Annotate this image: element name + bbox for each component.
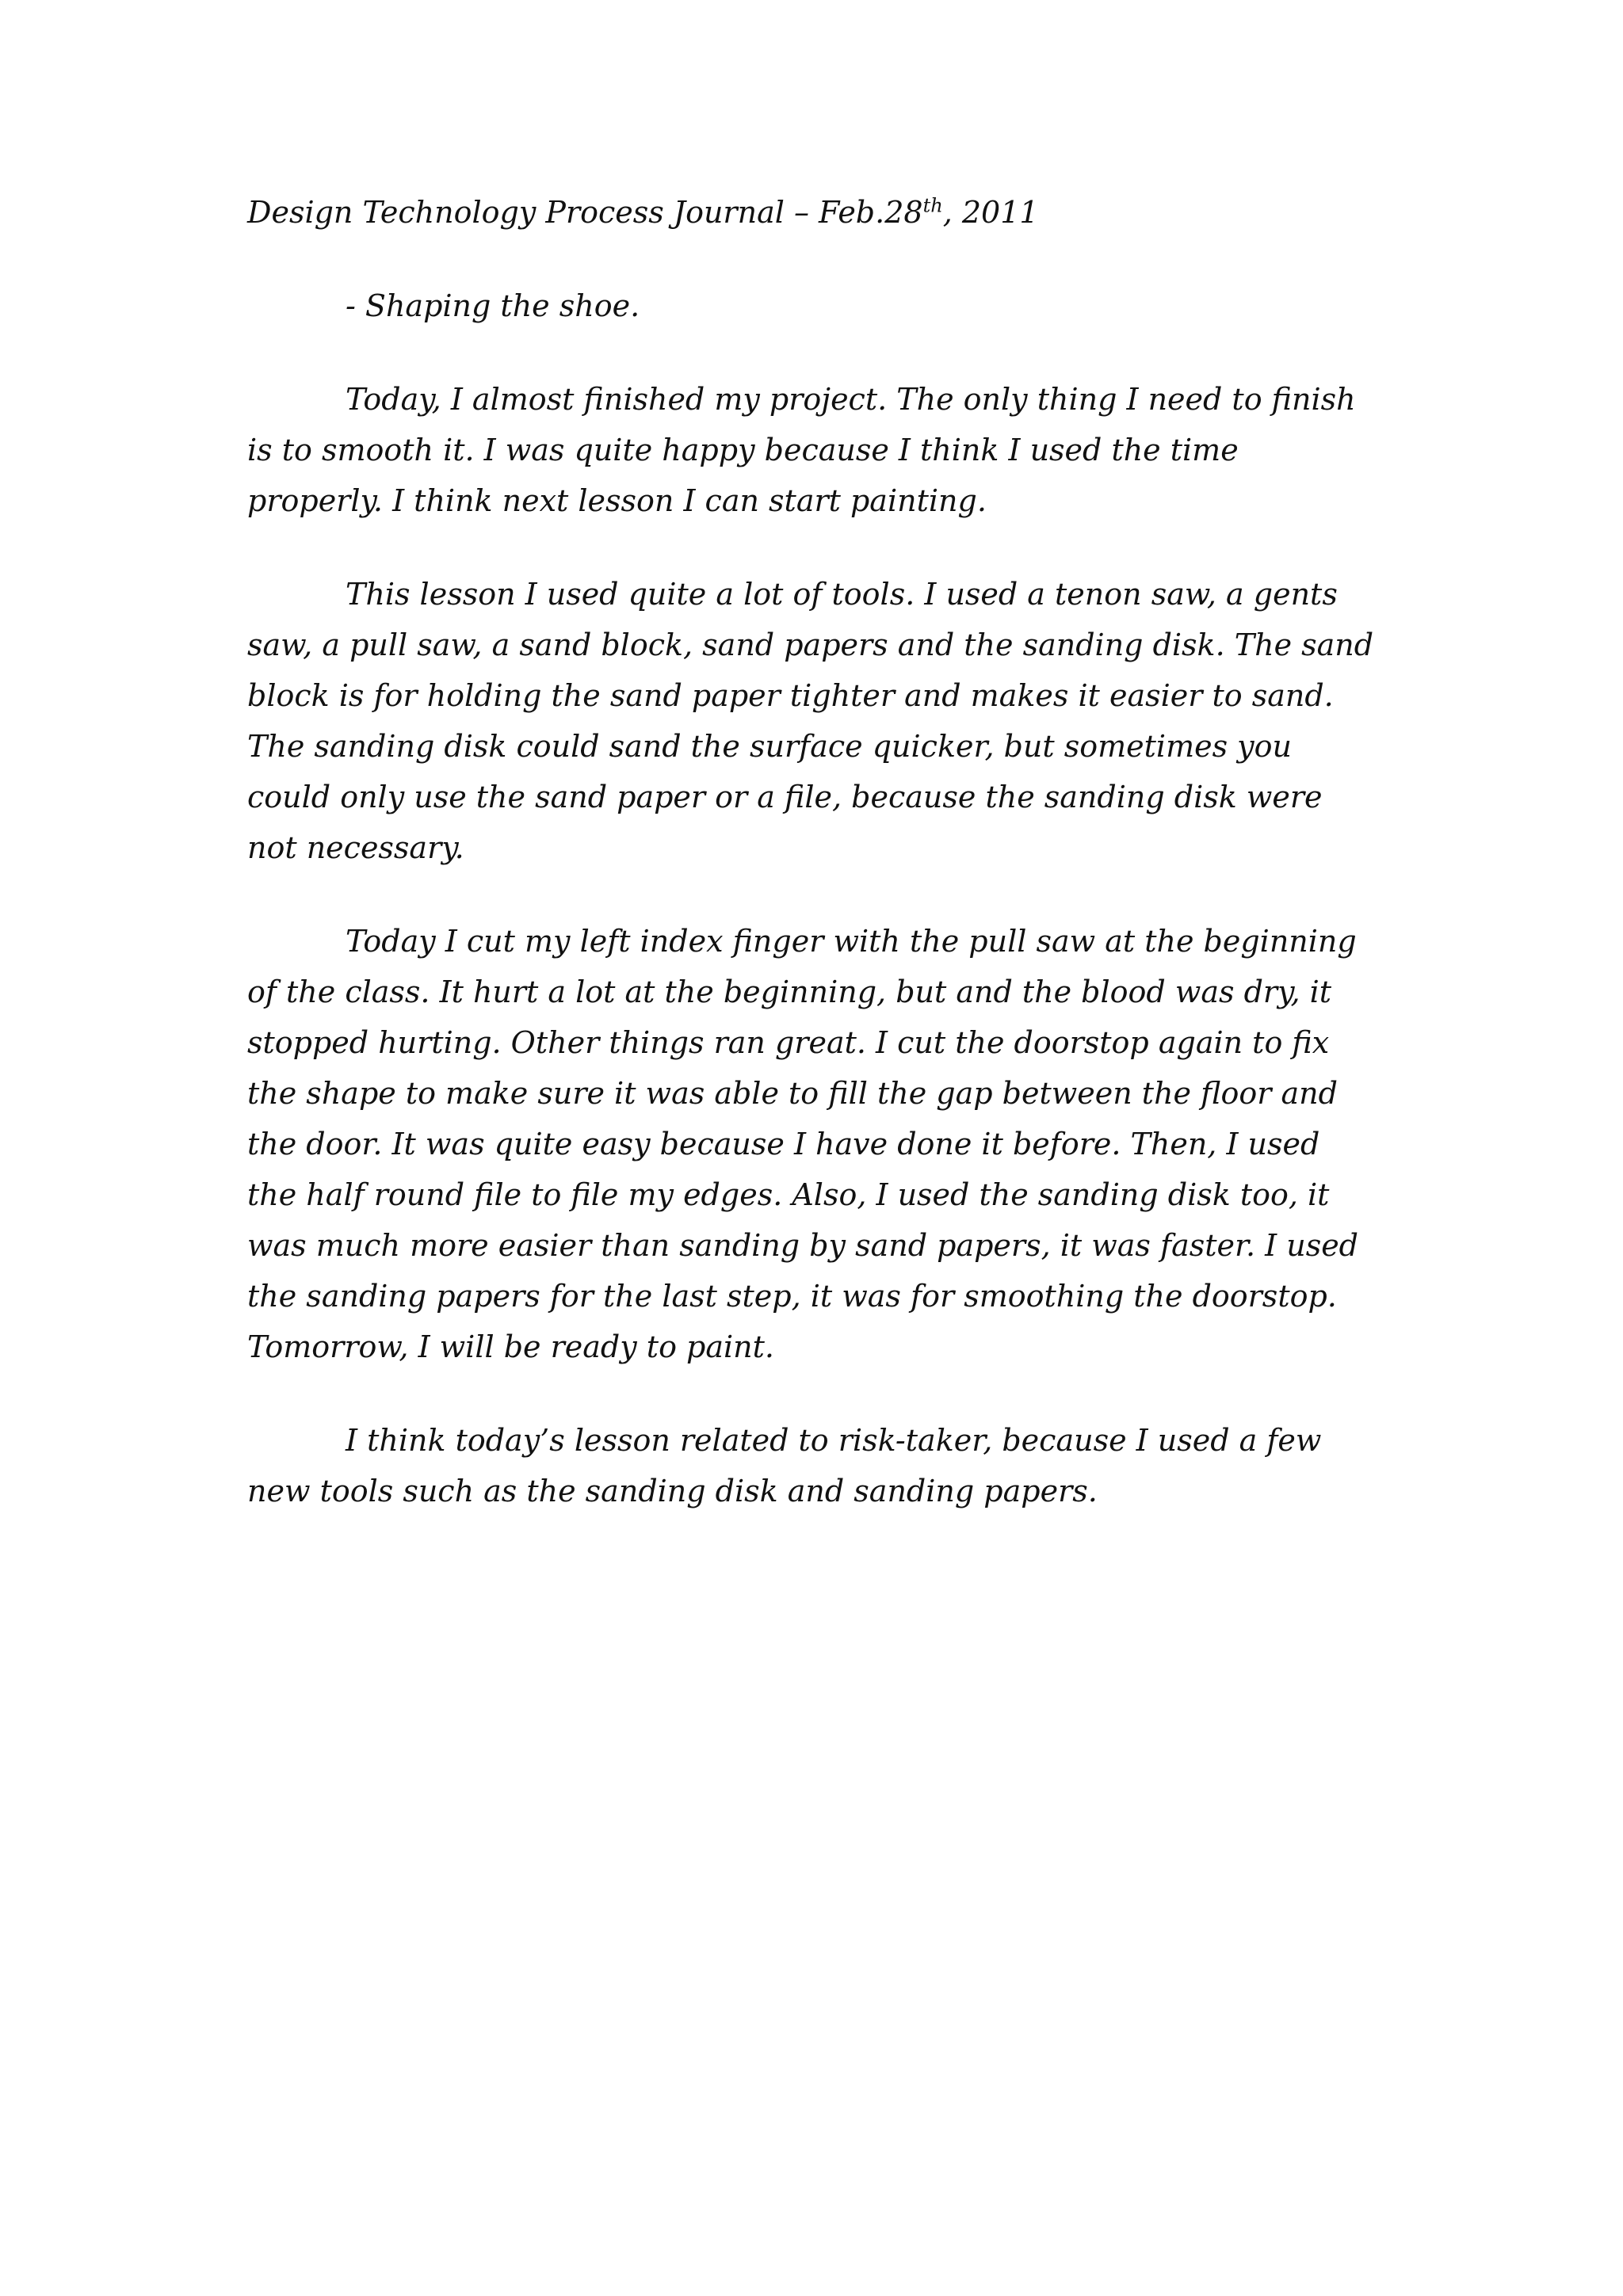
paragraph-3: Today I cut my left index finger with the pull saw at the beginning of the class. It hurt a lot at the beginning, but and the blood was dry, it stopped hurting. Other things ran great. I cut the doorstop again to fix the shape to make sure it was able to fill the gap between the floor and the door. It was quite easy because I have done it before. Then, I used the half round file to file my edges. Also, I used the sanding disk too, it was much more easier than sanding by sand papers, it was faster. I used the sanding papers for the last step, it was for smoothing the doorstop. Tomorrow, I will be ready to paint. [247, 924, 1359, 1364]
paragraph-4: I think today’s lesson related to risk-taker, because I used a few new tools such as the sanding disk and sanding papers. [247, 1423, 1322, 1508]
title-year: , 2011 [942, 195, 1039, 230]
document-body [247, 187, 1376, 1559]
paragraph-2: This lesson I used quite a lot of tools. I used a tenon saw, a gents saw, a pull saw, a sand block, sand papers and the sanding disk. The sand block is for holding the sand paper tighter and makes it easier to sand. The sanding disk could sand the surface quicker, but sometimes you could only use the sand paper or a file, because the sanding disk were not necessary. [247, 577, 1374, 865]
title-superscript: th [922, 194, 943, 217]
document-title [247, 187, 1376, 238]
document-subtitle: - Shaping the shoe. [346, 288, 640, 323]
title-main: Design Technology Process Journal – Feb.28 [247, 195, 923, 230]
paragraph-1: Today, I almost finished my project. The only thing I need to finish is to smooth it. I was quite happy because I think I used the time properly. I think next lesson I can start painting. [247, 382, 1356, 518]
